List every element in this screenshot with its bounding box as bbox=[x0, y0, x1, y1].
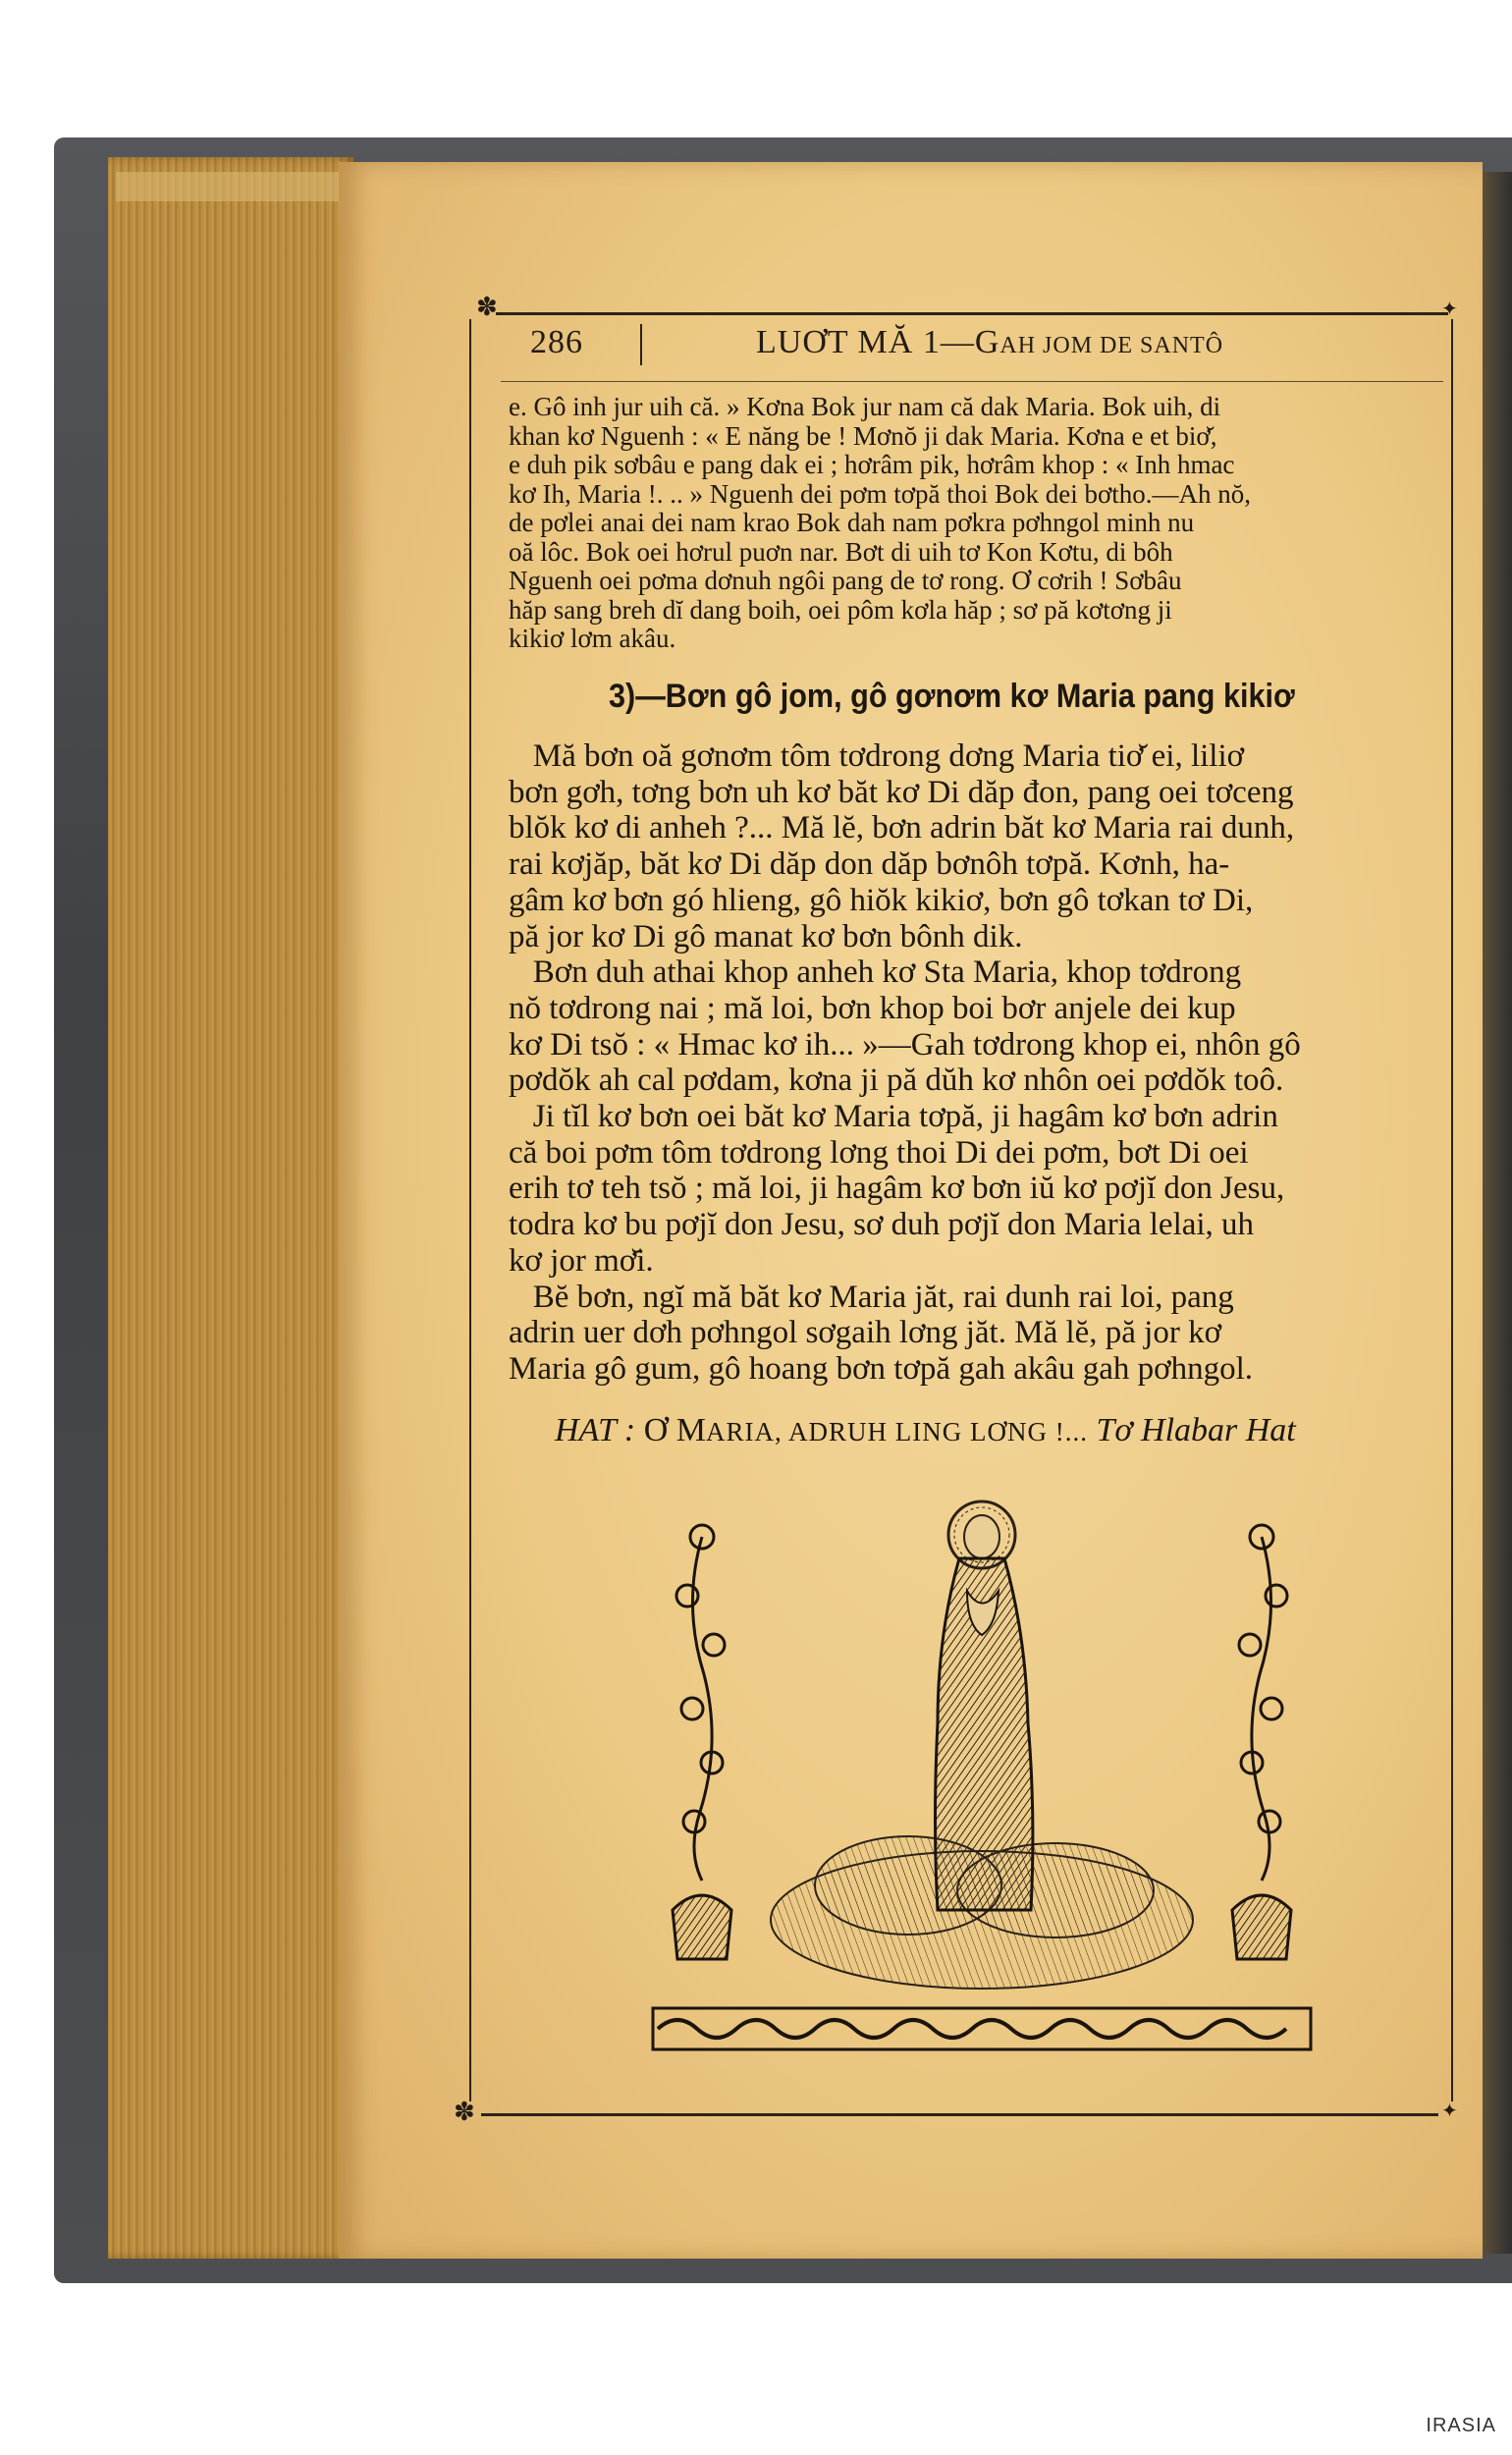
text-line: khan kơ Nguenh : « E năng be ! Mơnŏ ji dak Maria. Kơna e et biơ̆, bbox=[509, 421, 1217, 451]
text-line: de pơlei anai dei nam krao Bok dah nam pơkra pơhngol minh nu bbox=[509, 509, 1195, 537]
text-line: Mă bơn oă gơnơm tôm tơdrong dơng Maria tiơ̆ ei, liliơ bbox=[509, 738, 1245, 774]
page-number: 286 bbox=[530, 324, 583, 360]
figure-head bbox=[964, 1515, 999, 1558]
fleuron-bottom-left-icon: ✽ bbox=[454, 2098, 475, 2126]
running-title-small-caps: AH JOM DE SANTÔ bbox=[999, 333, 1224, 358]
header-rule bbox=[496, 312, 1448, 315]
text-line: e duh pik sơbâu e pang dak ei ; hơrâm pik, hơrâm khop : « Inh hmac bbox=[509, 451, 1235, 479]
text-line: pă jor kơ Di gô manat kơ bơn bônh dik. bbox=[509, 918, 1023, 955]
text-line: kơ jor mơ̆i. bbox=[509, 1242, 654, 1279]
frame-right-rule bbox=[1451, 319, 1453, 2101]
text-line: pơdŏk ah cal pơdam, kơna ji pă dŭh kơ nhôn oei pơdŏk toô. bbox=[509, 1063, 1284, 1099]
text-line: oă lôc. Bok oei hơrul puơn nar. Bơt di uih tơ Kon Kơtu, di bôh bbox=[509, 537, 1173, 567]
header-thin-rule bbox=[501, 381, 1443, 382]
footer-rule bbox=[481, 2113, 1438, 2116]
paragraph-small bbox=[509, 393, 1451, 654]
text-line: todra kơ bu pơjĭ don Jesu, sơ duh pơjĭ don Maria lelai, uh bbox=[509, 1207, 1255, 1243]
text-line: kơ Ih, Maria !. .. » Nguenh dei pơm tơpă thoi Bok dei bơtho.—Ah nŏ, bbox=[509, 479, 1252, 509]
fleuron-top-right-icon: ✦ bbox=[1441, 299, 1458, 320]
page-edges-highlight bbox=[116, 172, 348, 201]
text-line: kikiơ lơm akâu. bbox=[509, 625, 676, 653]
running-title-main: LUƠT MĂ 1—G bbox=[756, 324, 1000, 360]
watermark: IRASIA bbox=[1426, 2415, 1496, 2436]
bottom-frieze bbox=[653, 2008, 1311, 2049]
text-line: Ji tĭl kơ bơn oei băt kơ Maria tơpă, ji hagâm kơ bơn adrin bbox=[509, 1099, 1278, 1135]
hymn-title: ARIA, ADRUH LING LƠNG !... bbox=[705, 1417, 1088, 1446]
text-line: e. Gô inh jur uih că. » Kơna Bok jur nam că dak Maria. Bok uih, di bbox=[509, 393, 1221, 421]
body-text bbox=[509, 738, 1451, 1388]
section-heading: 3)—Bơn gô jom, gô gơnơm kơ Maria pang kikiơ bbox=[609, 678, 1295, 715]
text-line: hăp sang breh dĭ dang boih, oei pôm kơla hăp ; sơ pă kơtơng ji bbox=[509, 595, 1172, 625]
hymn-reference bbox=[555, 1412, 1296, 1449]
hymn-source: Tơ Hlabar Hat bbox=[1096, 1412, 1296, 1448]
text-line: că boi pơm tôm tơdrong lơng thoi Di dei pơm, bơt Di oei bbox=[509, 1134, 1249, 1171]
running-title bbox=[756, 324, 1223, 361]
text-line: Nguenh oei pơma dơnuh ngôi pang de tơ rong. Ơ cơrih ! Sơbâu bbox=[509, 567, 1182, 595]
text-line: erih tơ teh tsŏ ; mă loi, ji hagâm kơ bơn iŭ kơ pơjĭ don Jesu, bbox=[509, 1171, 1285, 1207]
floral-border-left bbox=[673, 1525, 731, 1959]
fleuron-top-left-icon: ✽ bbox=[476, 293, 498, 321]
text-line: Bơn duh athai khop anheh kơ Sta Maria, khop tơdrong bbox=[509, 955, 1242, 991]
hymn-label: HAT : bbox=[555, 1412, 636, 1448]
text-line: blŏk kơ di anheh ?... Mă lĕ, bơn adrin băt kơ Maria rai dunh, bbox=[509, 810, 1295, 846]
header-separator bbox=[640, 324, 642, 365]
text-line: bơn gơh, tơng bơn uh kơ băt kơ Di dăp đon, pang oei tơceng bbox=[509, 774, 1294, 810]
text-line: Bĕ bơn, ngĭ mă băt kơ Maria jăt, rai dunh rai loi, pang bbox=[509, 1279, 1234, 1315]
text-line: gâm kơ bơn gó hlieng, gô hiŏk kikiơ, bơn gô tơkan tơ Di, bbox=[509, 882, 1254, 918]
hymn-title-initial: Ơ M bbox=[643, 1412, 706, 1448]
page-edges bbox=[108, 157, 353, 2259]
text-line: rai kơjăp, băt kơ Di dăp don dăp bơnôh tơpă. Kơnh, ha- bbox=[509, 846, 1230, 883]
fleuron-bottom-right-icon: ✦ bbox=[1441, 2100, 1458, 2122]
floral-border-right bbox=[1232, 1525, 1291, 1959]
text-line: kơ Di tsŏ : « Hmac kơ ih... »—Gah tơdrong khop ei, nhôn gô bbox=[509, 1026, 1301, 1063]
frame-left-rule bbox=[469, 319, 471, 2101]
engraving-virgin-mary bbox=[643, 1498, 1321, 2067]
text-line: adrin uer dơh pơhngol sơgaih lơng jăt. Mă lĕ, pă jor kơ bbox=[509, 1315, 1222, 1351]
text-line: nŏ tơdrong nai ; mă loi, bơn khop boi bơr anjele dei kup bbox=[509, 990, 1236, 1026]
text-line: Maria gô gum, gô hoang bơn tơpă gah akâu gah pơhngol. bbox=[509, 1350, 1254, 1387]
